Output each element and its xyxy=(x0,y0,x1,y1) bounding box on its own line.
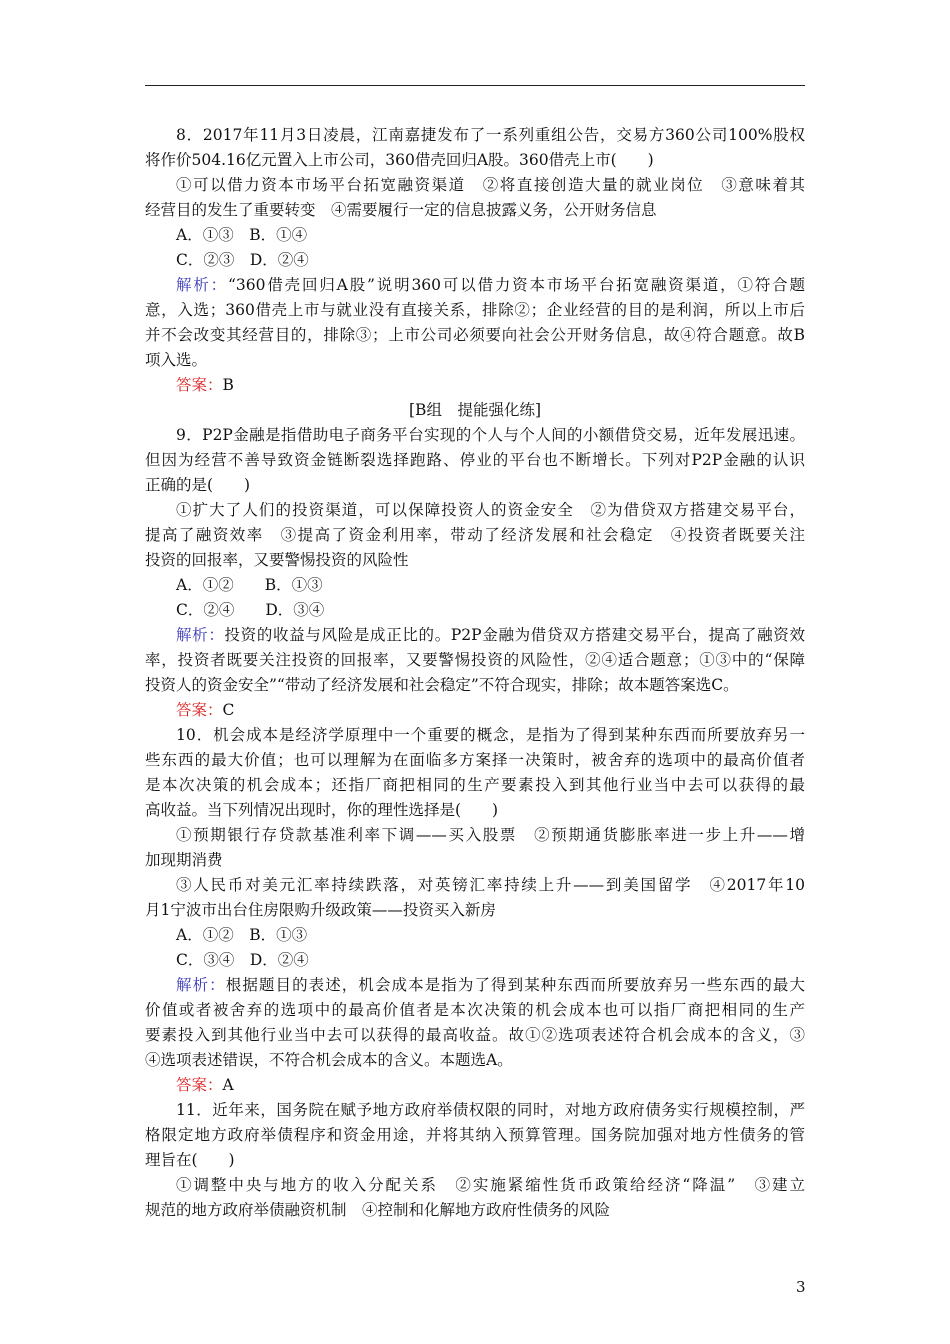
question-statement: ①可以借力资本市场平台拓宽融资渠道 ②将直接创造大量的就业岗位 ③意味着其 xyxy=(176,176,805,194)
analysis-line: ④选项表述错误，不符合机会成本的含义。本题选A。 xyxy=(145,1051,513,1069)
question-stem: 10．机会成本是经济学原理中一个重要的概念，是指为了得到某种东西而所要放弃另一 xyxy=(176,726,805,744)
analysis-text xyxy=(145,673,805,698)
analysis-text xyxy=(145,1048,805,1073)
question-stem: 将作价504.16亿元置入上市公司，360借壳回归A股。360借壳上市( ) xyxy=(145,151,654,169)
question-stem: 9．P2P金融是指借助电子商务平台实现的个人与个人间的小额借贷交易，近年发展迅速。 xyxy=(176,426,805,444)
analysis-text xyxy=(145,323,805,348)
analysis-text xyxy=(145,998,805,1023)
analysis-line: 投资的收益与风险是成正比的。P2P金融为借贷双方搭建交易平台，提高了融资效 xyxy=(224,626,805,644)
analysis-line: 项入选。 xyxy=(145,351,208,369)
question-statement: 经营目的发生了重要转变 ④需要履行一定的信息披露义务，公开财务信息 xyxy=(145,201,657,219)
question-stem: 些东西的最大价值；也可以理解为在面临多方案择一决策时，被舍弃的选项中的最高价值者 xyxy=(145,751,805,769)
answer-options: C．②④ D．③④ xyxy=(176,601,325,619)
answer-value: B xyxy=(222,376,234,394)
answer-label: 答案： xyxy=(176,701,223,719)
analysis-label: 解析： xyxy=(176,976,226,994)
analysis-line: 并不会改变其经营目的，排除③；上市公司必须要向社会公开财务信息，故④符合题意。故B xyxy=(145,326,805,344)
answer-label: 答案： xyxy=(176,1076,223,1094)
answer-options: A．①③ B．①④ xyxy=(176,226,308,244)
question-stem: 格限定地方政府举债程序和资金用途，并将其纳入预算管理。国务院加强对地方性债务的管 xyxy=(145,1126,805,1144)
analysis-line: 价值或者被舍弃的选项中的最高价值者是本次决策的机会成本也可以指厂商把相同的生产 xyxy=(145,1001,805,1019)
question-statement: 提高了融资效率 ③提高了资金利用率，带动了经济发展和社会稳定 ④投资者既要关注 xyxy=(145,526,805,544)
answer-label: 答案： xyxy=(176,376,223,394)
question-statement: ③人民币对美元汇率持续跌落，对英镑汇率持续上升——到美国留学 ④2017年10 xyxy=(176,876,805,894)
analysis-line: “360借壳回归A股”说明360可以借力资本市场平台拓宽融资渠道，①符合题 xyxy=(228,276,805,294)
page-number: 3 xyxy=(796,1278,806,1296)
answer-options: A．①② B．①③ xyxy=(176,576,323,594)
answer-line xyxy=(145,1073,805,1098)
analysis-text xyxy=(145,1023,805,1048)
analysis-text xyxy=(145,273,805,298)
question-stem: 理旨在( ) xyxy=(145,1151,235,1169)
question-stem: 11．近年来，国务院在赋予地方政府举债权限的同时，对地方政府债务实行规模控制，严 xyxy=(176,1101,805,1119)
question-statement: 规范的地方政府举债融资机制 ④控制和化解地方政府性债务的风险 xyxy=(145,1201,611,1219)
question-statement: ①扩大了人们的投资渠道，可以保障投资人的资金安全 ②为借贷双方搭建交易平台， xyxy=(176,501,805,519)
question-statement: 加现期消费 xyxy=(145,851,223,869)
question-statement: 投资的回报率，又要警惕投资的风险性 xyxy=(145,551,409,569)
answer-value: A xyxy=(222,1076,234,1094)
analysis-line: 意，入选；360借壳上市与就业没有直接关系，排除②；企业经营的目的是利润，所以上市后 xyxy=(145,301,805,319)
header-rule xyxy=(145,85,805,86)
document-body xyxy=(145,123,805,1223)
analysis-line: 要素投入到其他行业当中去可以获得的最高收益。故①②选项表述符合机会成本的含义，③ xyxy=(145,1026,805,1044)
question-stem: 但因为经营不善导致资金链断裂选择跑路、停业的平台也不断增长。下列对P2P金融的认识 xyxy=(145,451,805,469)
analysis-text xyxy=(145,973,805,998)
answer-options: C．②③ D．②④ xyxy=(176,251,309,269)
answer-line xyxy=(145,373,805,398)
analysis-line: 投资人的资金安全”“带动了经济发展和社会稳定”不符合现实，排除；故本题答案选C。 xyxy=(145,676,739,694)
analysis-line: 率，投资者既要关注投资的回报率，又要警惕投资的风险性，②④适合题意；①③中的“保障 xyxy=(145,651,805,669)
question-stem: 是本次决策的机会成本；还指厂商把相同的生产要素投入到其他行业当中去可以获得的最 xyxy=(145,776,805,794)
answer-options: A．①② B．①③ xyxy=(176,926,308,944)
question-statement: 月1宁波市出台住房限购升级政策——投资买入新房 xyxy=(145,901,496,919)
analysis-label: 解析： xyxy=(176,276,228,294)
answer-value: C xyxy=(222,701,235,719)
answer-options: C．③④ D．②④ xyxy=(176,951,309,969)
question-stem: 8．2017年11月3日凌晨，江南嘉捷发布了一系列重组公告，交易方360公司100%股权 xyxy=(176,126,805,144)
question-statement: ①调整中央与地方的收入分配关系 ②实施紧缩性货币政策给经济“降温” ③建立 xyxy=(176,1176,805,1194)
question-stem: 正确的是( ) xyxy=(145,476,251,494)
answer-line xyxy=(145,698,805,723)
section-heading: [B组 提能强化练] xyxy=(409,401,541,419)
analysis-text xyxy=(145,348,805,373)
question-statement: ①预期银行存贷款基准利率下调——买入股票 ②预期通货膨胀率进一步上升——增 xyxy=(176,826,805,844)
analysis-line: 根据题目的表述，机会成本是指为了得到某种东西而所要放弃另一些东西的最大 xyxy=(225,976,805,994)
analysis-text xyxy=(145,298,805,323)
analysis-text xyxy=(145,623,805,648)
analysis-label: 解析： xyxy=(176,626,225,644)
analysis-text xyxy=(145,648,805,673)
question-stem: 高收益。当下列情况出现时，你的理性选择是( ) xyxy=(145,801,499,819)
